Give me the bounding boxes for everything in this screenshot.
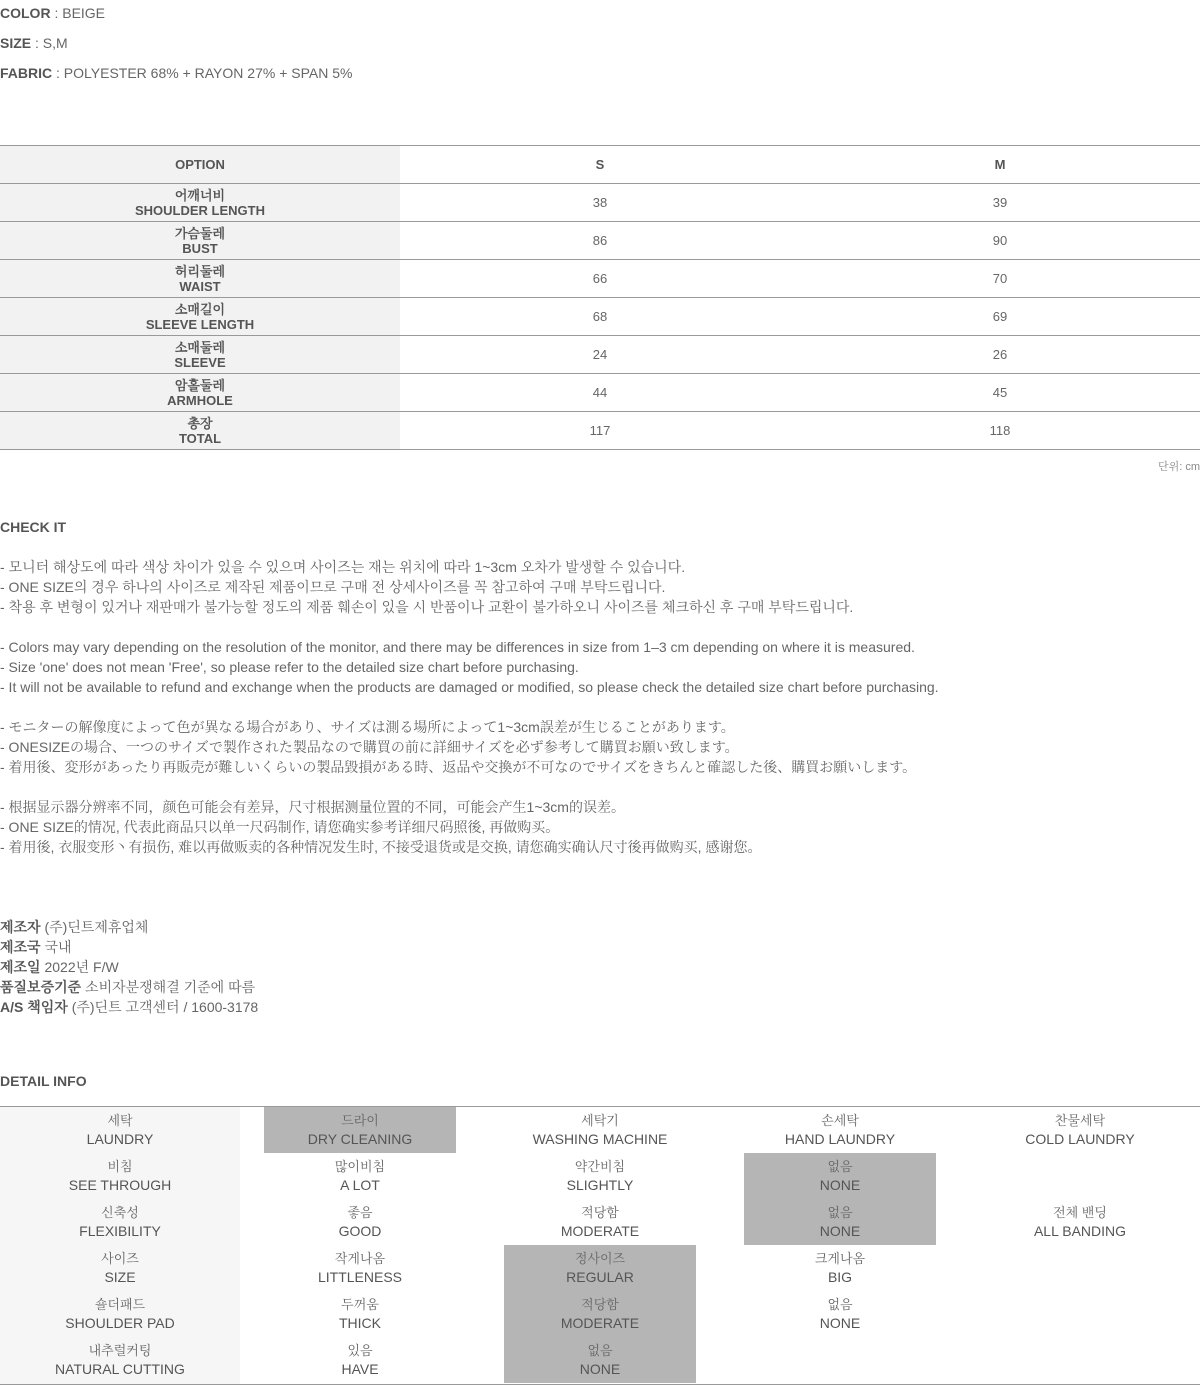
- row-label-ko: 어깨너비: [174, 187, 226, 203]
- row-value-m: 26: [992, 347, 1008, 362]
- spec-size-key: SIZE: [0, 35, 32, 51]
- table-row: [0, 336, 1200, 374]
- row-value-m: 118: [989, 423, 1011, 438]
- row-label-ko: 허리둘레: [174, 263, 226, 279]
- row-value-s: 68: [592, 309, 608, 324]
- detail-option-en: MODERATE: [560, 1315, 640, 1331]
- row-value-s: 117: [589, 423, 611, 438]
- detail-row-label: [0, 1107, 240, 1153]
- detail-option-ko: 있음: [347, 1343, 373, 1358]
- detail-option-ko: 드라이: [341, 1113, 379, 1128]
- detail-option-en: NONE: [819, 1177, 861, 1193]
- detail-info-grid: [0, 1106, 1200, 1385]
- detail-option: [240, 1153, 480, 1199]
- spec-fabric: [0, 63, 352, 83]
- row-label-en: ARMHOLE: [167, 392, 233, 408]
- detail-option: [480, 1199, 720, 1245]
- header-m: M: [994, 157, 1006, 172]
- detail-option-en: SLIGHTLY: [566, 1177, 634, 1193]
- detail-option-en: SEE THROUGH: [68, 1177, 172, 1193]
- detail-option: [720, 1291, 960, 1337]
- detail-option-ko: 신축성: [101, 1205, 139, 1220]
- detail-option-en: ALL BANDING: [1033, 1223, 1127, 1239]
- detail-option-ko: 좋음: [347, 1205, 373, 1220]
- table-row: [0, 222, 1200, 260]
- detail-option-en: HAVE: [341, 1361, 379, 1377]
- detail-option-en: NONE: [819, 1223, 861, 1239]
- detail-option-en: LAUNDRY: [86, 1131, 154, 1147]
- table-row: [0, 184, 1200, 222]
- detail-option-ko: 약간비침: [574, 1159, 626, 1174]
- row-label-en: SHOULDER LENGTH: [135, 202, 265, 218]
- detail-option: [480, 1337, 720, 1383]
- row-value-m: 39: [992, 195, 1008, 210]
- row-label-ko: 소매길이: [174, 301, 226, 317]
- detail-option: [480, 1291, 720, 1337]
- spec-fabric-value: : POLYESTER 68% + RAYON 27% + SPAN 5%: [52, 65, 353, 81]
- row-value-m: 69: [992, 309, 1008, 324]
- note-line: - 착용 후 변형이 있거나 재판매가 불가능할 정도의 제품 훼손이 있을 시 반품이나 교환이 불가하오니 사이즈를 체크하신 후 구매 부탁드립니다.: [0, 599, 854, 615]
- spec-size: [0, 33, 68, 53]
- maker-line: [0, 957, 258, 977]
- maker-value: 소비자분쟁해결 기준에 따름: [81, 979, 256, 995]
- detail-option: [240, 1337, 480, 1383]
- maker-line: [0, 937, 258, 957]
- row-label-en: SLEEVE LENGTH: [145, 316, 255, 332]
- maker-line: [0, 977, 258, 997]
- detail-option: [960, 1107, 1200, 1153]
- check-it-title: CHECK IT: [0, 519, 67, 535]
- maker-line: [0, 917, 258, 937]
- detail-option-en: NONE: [579, 1361, 621, 1377]
- detail-option-ko: 적당함: [581, 1205, 619, 1220]
- detail-option-ko: 많이비침: [334, 1159, 386, 1174]
- detail-row-label: [0, 1199, 240, 1245]
- row-label-en: BUST: [182, 240, 218, 256]
- detail-option-ko: 없음: [827, 1297, 853, 1312]
- detail-option-en: THICK: [339, 1315, 381, 1331]
- detail-option-ko: 전체 밴딩: [1053, 1205, 1107, 1220]
- detail-option-en: A LOT: [340, 1177, 380, 1193]
- maker-value: 국내: [40, 939, 72, 955]
- table-row: [0, 412, 1200, 450]
- detail-option: [480, 1245, 720, 1291]
- maker-value: (주)딘트 고객센터 / 1600-3178: [67, 999, 259, 1015]
- detail-option: [720, 1153, 960, 1199]
- maker-key: A/S 책임자: [0, 999, 68, 1015]
- note-line: - It will not be available to refund and exchange when the products are damaged or modified, so please check the detailed size chart before purchasing.: [0, 679, 939, 695]
- row-label-ko: 암홀둘레: [174, 377, 226, 393]
- maker-value: 2022년 F/W: [40, 959, 119, 975]
- unit-label: 단위: cm: [1157, 461, 1200, 473]
- detail-option-en: SHOULDER PAD: [65, 1315, 175, 1331]
- note-line: - 着用後, 衣服变形丶有损伤, 难以再做贩卖的各种情况发生时, 不接受退货或是交换, 请您确实确认尺寸後再做购买, 感谢您。: [0, 839, 762, 855]
- detail-option-ko: 없음: [827, 1205, 853, 1220]
- maker-key: 제조일: [0, 959, 41, 975]
- row-value-s: 44: [592, 385, 608, 400]
- detail-option-ko: 손세탁: [821, 1113, 859, 1128]
- detail-option: [240, 1291, 480, 1337]
- detail-row-label: [0, 1291, 240, 1337]
- row-label-ko: 가슴둘레: [174, 225, 226, 241]
- detail-option-ko: 내추럴커팅: [88, 1343, 152, 1358]
- maker-key: 제조자: [0, 919, 41, 935]
- detail-option-ko: 작게나옴: [334, 1251, 386, 1266]
- table-row: [0, 260, 1200, 298]
- size-table: [0, 145, 1200, 450]
- detail-option-en: NONE: [819, 1315, 861, 1331]
- detail-option-en: LITTLENESS: [317, 1269, 403, 1285]
- detail-option-ko: 비침: [107, 1159, 133, 1174]
- header-option: OPTION: [0, 146, 400, 183]
- note-line: - ONE SIZE의 경우 하나의 사이즈로 제작된 제품이므로 구매 전 상세사이즈를 꼭 참고하여 구매 부탁드립니다.: [0, 579, 666, 595]
- row-value-m: 70: [992, 271, 1008, 286]
- row-value-s: 38: [592, 195, 608, 210]
- detail-row-label: [0, 1153, 240, 1199]
- detail-option-en: WASHING MACHINE: [532, 1131, 668, 1147]
- detail-option-en: NATURAL CUTTING: [55, 1361, 185, 1377]
- row-label-en: SLEEVE: [174, 354, 226, 370]
- row-label-en: TOTAL: [178, 430, 222, 446]
- row-value-s: 66: [592, 271, 608, 286]
- detail-option-en: REGULAR: [566, 1269, 634, 1285]
- detail-option-en: BIG: [827, 1269, 853, 1285]
- note-line: - Size 'one' does not mean 'Free', so please refer to the detailed size chart before purchasing.: [0, 659, 579, 675]
- detail-option-en: FLEXIBILITY: [79, 1223, 161, 1239]
- detail-option: [720, 1107, 960, 1153]
- check-it-notes: [0, 557, 939, 857]
- detail-option-ko: 세탁: [107, 1113, 133, 1128]
- detail-option-ko: 없음: [827, 1159, 853, 1174]
- detail-option-en: MODERATE: [560, 1223, 640, 1239]
- table-row: [0, 298, 1200, 336]
- detail-option: [240, 1245, 480, 1291]
- note-line: - ONESIZEの場合、一つのサイズで製作された製品なので購買の前に詳細サイズを必ず参考して購買お願い致します。: [0, 739, 739, 755]
- detail-option-ko: 숄더패드: [94, 1297, 146, 1312]
- detail-option-ko: 사이즈: [101, 1251, 139, 1266]
- note-line: - モニターの解像度によって色が異なる場合があり、サイズは測る場所によって1~3cm誤差が生じることがあります。: [0, 719, 735, 735]
- spec-color: [0, 3, 105, 23]
- row-label: [0, 412, 400, 449]
- row-label: [0, 374, 400, 411]
- manufacturer-info: [0, 917, 258, 1017]
- detail-option: [240, 1107, 480, 1153]
- row-label: [0, 260, 400, 297]
- detail-option-ko: 적당함: [581, 1297, 619, 1312]
- detail-option: [960, 1199, 1200, 1245]
- maker-value: (주)딘트제휴업체: [40, 919, 149, 935]
- detail-row-label: [0, 1337, 240, 1383]
- detail-option-en: GOOD: [338, 1223, 382, 1239]
- detail-option-ko: 세탁기: [581, 1113, 619, 1128]
- detail-option-en: HAND LAUNDRY: [784, 1131, 896, 1147]
- table-row: [0, 374, 1200, 412]
- row-label-ko: 소매둘레: [174, 339, 226, 355]
- spec-fabric-key: FABRIC: [0, 65, 53, 81]
- row-value-s: 86: [592, 233, 608, 248]
- header-s: S: [595, 157, 605, 172]
- row-label: [0, 222, 400, 259]
- note-line: - ONE SIZE的情况, 代表此商品只以单一尺码制作, 请您确实参考详细尺码照後, 再做购买。: [0, 819, 560, 835]
- row-value-m: 45: [992, 385, 1008, 400]
- spec-size-value: : S,M: [31, 35, 68, 51]
- spec-color-key: COLOR: [0, 5, 51, 21]
- detail-option-en: SIZE: [104, 1269, 136, 1285]
- maker-key: 제조국: [0, 939, 41, 955]
- note-line: - Colors may vary depending on the resolution of the monitor, and there may be differences in size from 1–3 cm depending on where it is measured.: [0, 639, 915, 655]
- size-table-header: [0, 146, 1200, 184]
- row-value-m: 90: [992, 233, 1008, 248]
- detail-option-ko: 없음: [587, 1343, 613, 1358]
- note-line: - 根据显示器分辨率不同，颜色可能会有差异，尺寸根据测量位置的不同，可能会产生1~3cm的误差。: [0, 799, 625, 815]
- detail-info-title: DETAIL INFO: [0, 1073, 87, 1089]
- detail-option: [480, 1107, 720, 1153]
- spec-color-value: : BEIGE: [50, 5, 106, 21]
- row-label: [0, 184, 400, 221]
- detail-option-ko: 크게나옴: [814, 1251, 866, 1266]
- detail-row-label: [0, 1245, 240, 1291]
- row-value-s: 24: [592, 347, 608, 362]
- detail-option-en: DRY CLEANING: [307, 1131, 413, 1147]
- row-label-en: WAIST: [179, 278, 221, 294]
- detail-option: [240, 1199, 480, 1245]
- detail-option-ko: 찬물세탁: [1054, 1113, 1106, 1128]
- detail-option: [480, 1153, 720, 1199]
- detail-option-ko: 정사이즈: [574, 1251, 626, 1266]
- maker-line: [0, 997, 258, 1017]
- maker-key: 품질보증기준: [0, 979, 82, 995]
- detail-option: [720, 1199, 960, 1245]
- detail-option-ko: 두꺼움: [341, 1297, 379, 1312]
- row-label-ko: 총장: [187, 415, 213, 431]
- detail-option-en: COLD LAUNDRY: [1025, 1131, 1135, 1147]
- note-line: - 着用後、変形があったり再販売が難しいくらいの製品毀損がある時、返品や交換が不可なのでサイズをきちんと確認した後、購買お願いします。: [0, 759, 917, 775]
- note-line: - 모니터 해상도에 따라 색상 차이가 있을 수 있으며 사이즈는 재는 위치에 따라 1~3cm 오차가 발생할 수 있습니다.: [0, 559, 686, 575]
- row-label: [0, 298, 400, 335]
- detail-option: [720, 1245, 960, 1291]
- row-label: [0, 336, 400, 373]
